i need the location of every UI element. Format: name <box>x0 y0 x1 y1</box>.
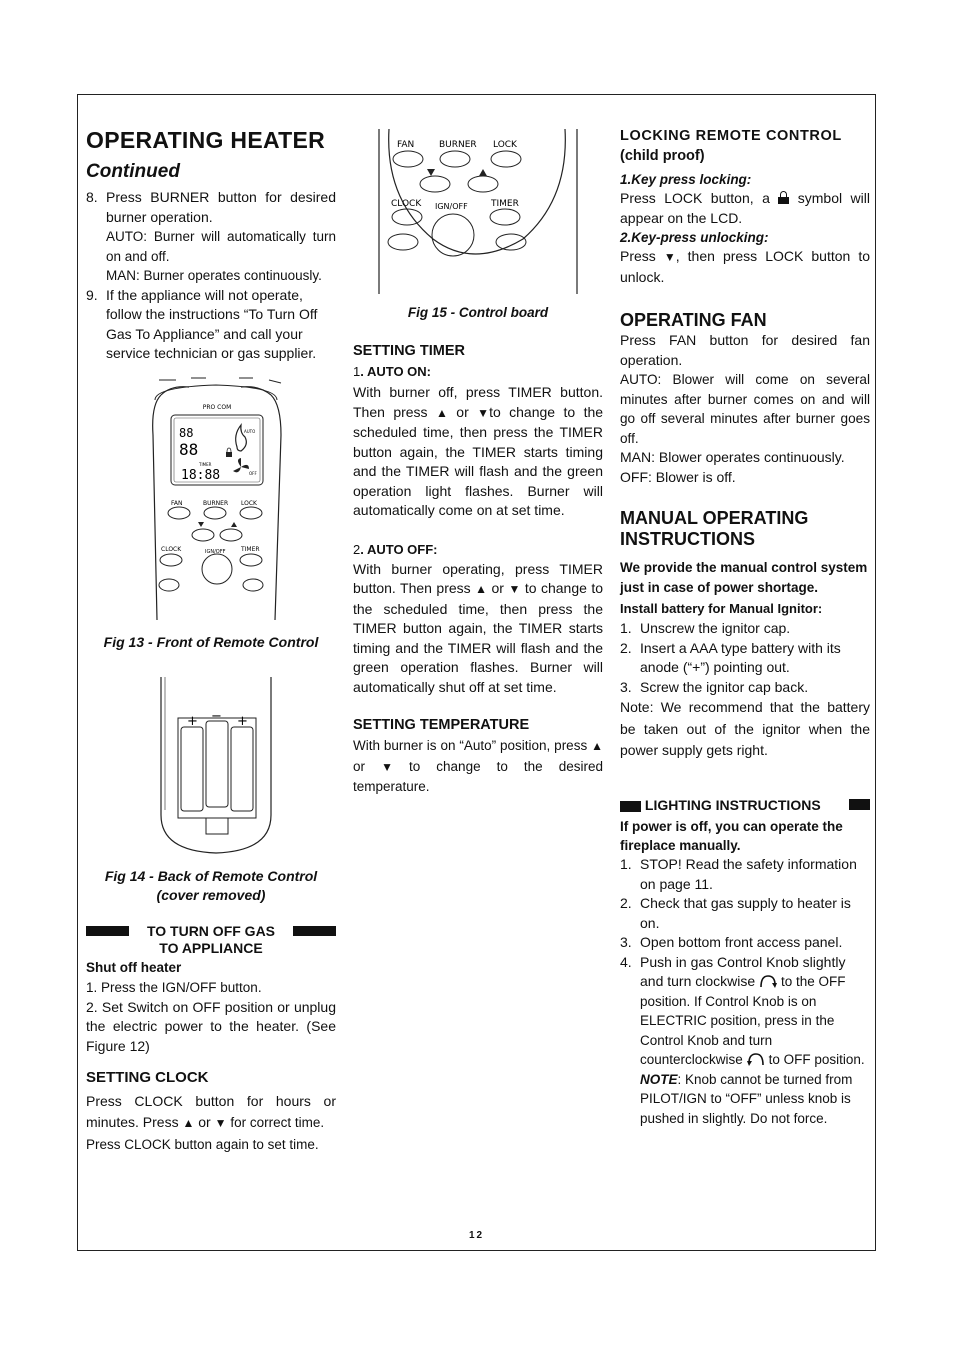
svg-text:IGN/OFF: IGN/OFF <box>205 549 226 555</box>
clockwise-arrow-icon <box>759 974 777 988</box>
step-9: 9. If the appliance will not operate, follow the instructions “To Turn Off Gas To Appliance” and call your service technician or gas supplier. <box>86 286 318 361</box>
svg-text:+: + <box>187 714 198 729</box>
lock-icon <box>778 191 789 204</box>
svg-text:−: − <box>211 709 222 724</box>
fig14-caption: Fig 14 - Back of Remote Control (cover removed) <box>104 868 318 903</box>
lighting-section: LIGHTING INSTRUCTIONS If power is off, you can operate the fireplace manually. 1. STOP! Read the safety information on page 11. 2. Check that gas supply to heater is on. 3. Open bottom front access panel. 4. Push in gas Control Knob slightly and turn clockwise to the OFF position. If Control Knob is on ELECTRIC position, press in the Control Knob and turn counterclockwise to OFF position. NOTE: Knob cannot be turned from PILOT/IGN to “OFF” unless knob is pushed in slightly. Do not force. <box>620 795 870 1128</box>
lcd-off-label: OFF <box>249 471 257 476</box>
lighting-heading: LIGHTING INSTRUCTIONS <box>620 795 870 815</box>
page-title: OPERATING HEATER <box>86 127 326 153</box>
operating-fan-section: OPERATING FAN Press FAN button for desired fan operation. AUTO: Blower will come on several minutes after burner comes on and will go off several minutes after burner goes off. MAN: Blower operates continuously. OFF: Blower is off. <box>620 310 870 485</box>
down-arrow-icon: ▼ <box>214 1116 227 1130</box>
remote-brand: PRO COM <box>202 404 232 411</box>
svg-text:IGN/OFF: IGN/OFF <box>435 202 468 211</box>
svg-text:CLOCK: CLOCK <box>161 546 182 553</box>
locking-section: LOCKING REMOTE CONTROL (child proof) 1.Key press locking: Press LOCK button, a symbol will appear on the LCD. 2.Key-press unlocking: Press ▼, then press LOCK button to unlock. <box>620 128 871 285</box>
page-frame <box>77 94 876 1251</box>
step-list <box>86 188 336 364</box>
remote-fan-button <box>168 507 190 519</box>
control-board-illustration <box>373 129 583 294</box>
svg-text:TIMER: TIMER <box>491 199 519 209</box>
setting-timer-section: SETTING TIMER 1. AUTO ON: With burner off, press TIMER button. Then press ▲ or ▼to change to the scheduled time, then press the TIMER button again, the TIMER starts timing and the TIMER will flash and the green operation light flashes. Burner will automatically come on at set time. 2. AUTO OFF: With burner operating, press TIMER button. Then press ▲ or ▼ to change to the scheduled time, then press the TIMER button again, the TIMER starts timing and the TIMER will flash and the green operation flashes. Burner will automatically shut off at set time. <box>353 343 604 695</box>
remote-burner-button <box>204 507 226 519</box>
svg-text:+: + <box>237 714 248 729</box>
up-arrow-icon: ▲ <box>591 739 603 753</box>
svg-text:LOCK: LOCK <box>493 140 517 150</box>
up-arrow-icon: ▲ <box>182 1116 195 1130</box>
svg-text:BURNER: BURNER <box>203 500 229 507</box>
counterclockwise-arrow-icon <box>747 1052 765 1066</box>
lcd-top-value: 88 <box>179 426 194 440</box>
page-subtitle: Continued <box>86 161 180 182</box>
svg-text:FAN: FAN <box>397 140 415 150</box>
remote-back-illustration <box>151 675 281 857</box>
remote-ignoff-button <box>202 554 232 584</box>
svg-text:LOCK: LOCK <box>241 500 257 507</box>
lcd-time-value: 18:88 <box>181 468 221 483</box>
up-arrow-icon: ▲ <box>475 582 488 596</box>
svg-text:CLOCK: CLOCK <box>391 199 422 209</box>
lcd-auto-label: AUTO <box>244 429 256 434</box>
shut-off-section: Shut off heater 1. Press the IGN/OFF button. 2. Set Switch on OFF position or unplug the electric power to the heater. (See Figure 12) <box>86 960 336 1054</box>
lcd-timer-label: TIMER <box>199 462 212 467</box>
page-number: 12 <box>468 1230 485 1241</box>
remote-front-illustration <box>141 375 291 630</box>
setting-clock-section: SETTING CLOCK Press CLOCK button for hours or minutes. Press ▲ or ▼ for correct time. Press CLOCK button again to set time. <box>86 1069 336 1152</box>
lcd-lock-icon <box>226 452 232 457</box>
fig13-caption: Fig 13 - Front of Remote Control <box>103 634 319 650</box>
manual-operating-section: MANUAL OPERATING INSTRUCTIONS We provide the manual control system just in case of power shortage. Install battery for Manual Ignitor: 1. Unscrew the ignitor cap. 2. Insert a AAA type battery with its anode (“+”) pointing out. 3. Screw the ignitor cap back. Note: We recommend that the battery be taken out of the ignitor when the power supply gets right. <box>620 508 870 758</box>
down-arrow-icon: ▼ <box>663 250 676 264</box>
setting-temperature-section: SETTING TEMPERATURE With burner is on “Auto” position, press ▲ or ▼ to change to the desired temperature. <box>353 717 603 794</box>
down-arrow-icon: ▼ <box>508 582 521 596</box>
svg-text:BURNER: BURNER <box>439 140 477 150</box>
fan-icon <box>233 458 249 472</box>
svg-text:TIMER: TIMER <box>241 546 260 553</box>
down-arrow-icon: ▼ <box>381 759 393 774</box>
remote-lock-button <box>240 507 262 519</box>
svg-text:FAN: FAN <box>171 500 183 507</box>
down-arrow-icon: ▼ <box>477 405 490 420</box>
step-8: 8. Press BURNER button for desired burner operation. AUTO: Burner will automatically turn on and off. MAN: Burner operates continuously. <box>86 189 336 283</box>
fig15-caption: Fig 15 - Control board <box>407 305 549 320</box>
turn-off-gas-heading: TO TURN OFF GAS TO APPLIANCE <box>86 923 336 957</box>
up-arrow-icon: ▲ <box>435 405 448 420</box>
lcd-mid-value: 88 <box>179 440 199 459</box>
